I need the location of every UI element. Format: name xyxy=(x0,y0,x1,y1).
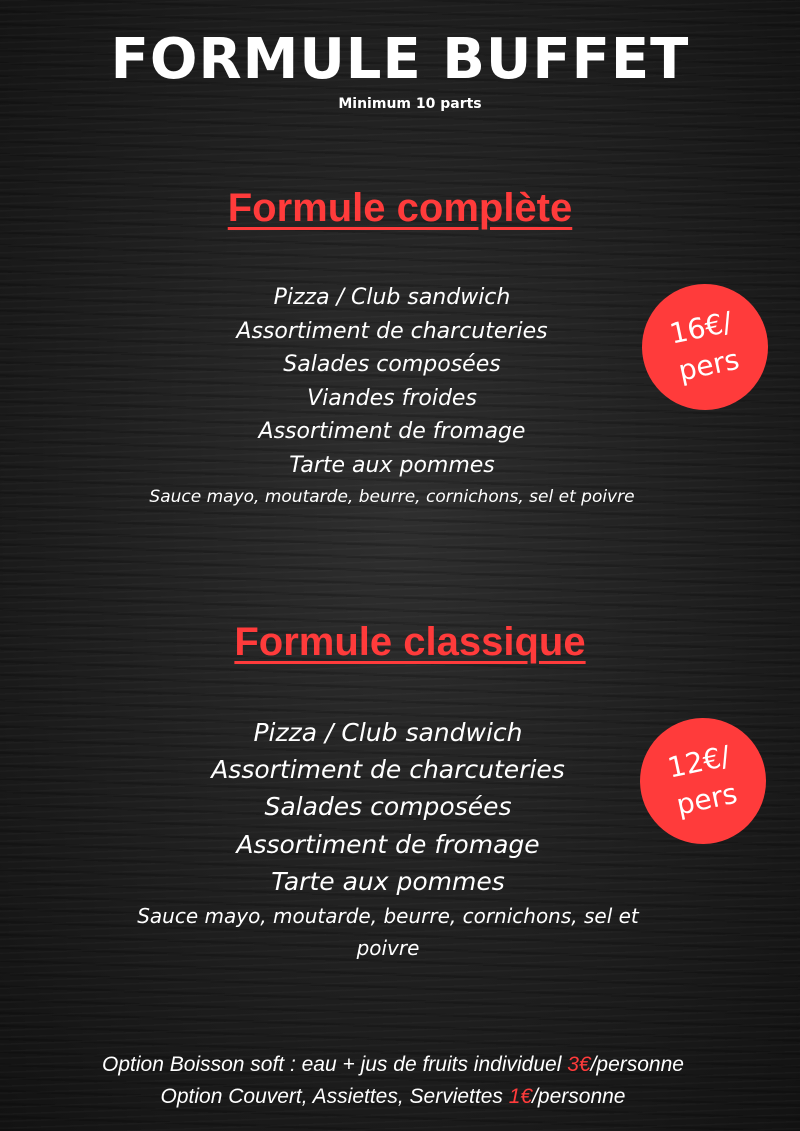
menu-item: Tarte aux pommes xyxy=(289,452,495,478)
option-boisson-suffix: /personne xyxy=(590,1053,684,1076)
menu-item: Pizza / Club sandwich xyxy=(273,285,511,310)
menu-item: Assortiment de charcuteries xyxy=(236,318,548,344)
menu-item-condiments: Sauce mayo, moutarde, beurre, cornichons, sel et poivre xyxy=(149,486,635,507)
option-couvert-suffix: /personne xyxy=(532,1085,626,1108)
option-boisson-price: 3€ xyxy=(567,1053,591,1076)
menu-item: Assortiment de fromage xyxy=(236,829,540,859)
menu-item: Pizza / Club sandwich xyxy=(253,718,523,747)
menu-item-condiments: Sauce mayo, moutarde, beurre, cornichons, sel et poivre xyxy=(137,904,639,961)
section-heading-formule-classique: Formule classique xyxy=(234,620,586,664)
menu-item: Salades composées xyxy=(283,352,501,378)
menu-item: Salades composées xyxy=(264,792,512,822)
menu-item: Assortiment de fromage xyxy=(258,419,526,445)
page-title: FORMULE BUFFET xyxy=(110,27,690,92)
section-heading-formule-complete: Formule complète xyxy=(227,186,573,230)
page-subtitle: Minimum 10 parts xyxy=(338,96,482,112)
option-couvert xyxy=(0,1081,786,1113)
menu-item: Viandes froides xyxy=(307,385,477,411)
price-unit: pers xyxy=(675,342,743,388)
menu-item: Tarte aux pommes xyxy=(271,866,505,896)
price-unit: pers xyxy=(673,776,741,822)
price-amount: 16€/ xyxy=(666,305,736,351)
price-amount: 12€/ xyxy=(664,739,734,785)
option-couvert-label: Option Couvert, Assiettes, Serviettes xyxy=(160,1085,509,1108)
option-couvert-price: 1€ xyxy=(508,1085,533,1108)
option-boisson xyxy=(0,1049,786,1081)
option-boisson-label: Option Boisson soft : eau + jus de fruits individuel xyxy=(102,1053,568,1076)
menu-item: Assortiment de charcuteries xyxy=(211,755,565,785)
